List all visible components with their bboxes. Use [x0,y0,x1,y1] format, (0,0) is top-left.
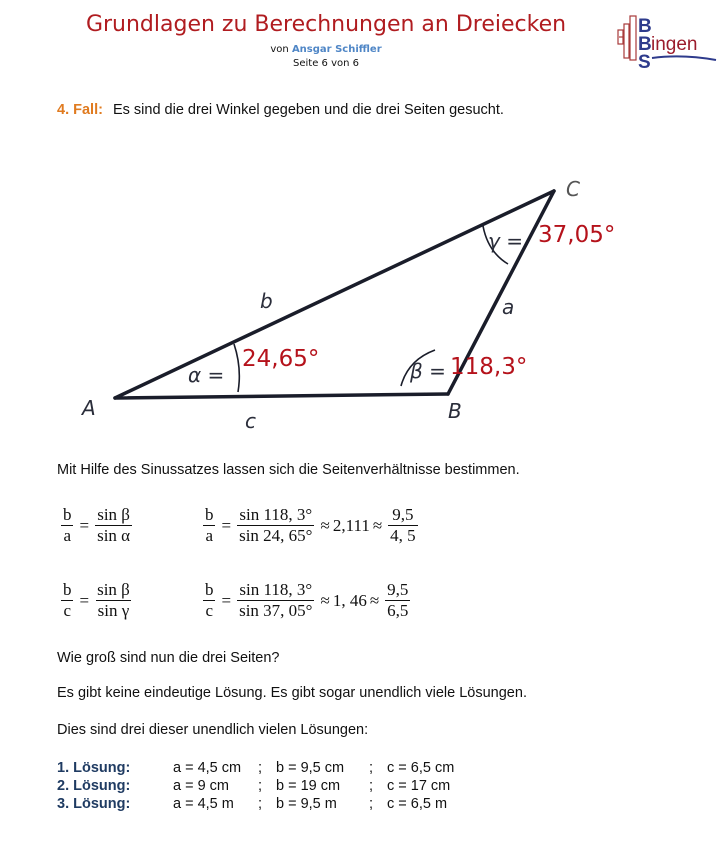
denominator: c [205,601,214,620]
denominator: c [63,601,72,620]
solution-b: b = 9,5 cm [276,760,345,776]
solution-c: c = 17 cm [387,778,451,794]
beta-symbol: β = [410,359,446,383]
beta-value: 118,3° [450,354,528,380]
solution-a: a = 9 cm [173,778,230,794]
separator: ; [369,796,374,812]
fraction [61,505,74,546]
document-title: Grundlagen zu Berechnungen an Dreiecken [85,12,567,37]
fraction [385,580,410,621]
question-text: Wie groß sind nun die drei Seiten? [57,650,280,666]
separator: ; [258,796,263,812]
solution-row [57,759,454,777]
logo-letter-b2: B [638,34,652,55]
case-text: Es sind die drei Winkel gegeben und die drei Seiten gesucht. [112,102,504,118]
numerator: 9,5 [392,505,414,524]
logo-letter-b1: B [638,16,652,37]
vertex-c-label: C [566,177,580,201]
solution-c: c = 6,5 m [387,796,448,812]
fraction [95,580,132,621]
equals-sign: = [221,590,232,610]
numerator: b [205,505,214,524]
formula-calc-ba [200,505,421,546]
alpha-symbol: α = [188,363,225,387]
approx-sign: ≈ [369,590,380,610]
formula-calc-bc [200,580,413,621]
solution-label: 3. Lösung: [57,796,131,812]
side-c-line [115,394,448,398]
numerator: sin 118, 3° [239,580,313,599]
page-info: Seite 6 von 6 [293,58,359,69]
solutions-list [57,759,454,813]
denominator: a [63,526,72,545]
numerator: sin β [97,505,130,524]
fraction [203,505,216,546]
logo-bingen-word: ingen [651,34,698,55]
numerator: b [63,505,72,524]
side-b-label: b [260,289,273,313]
gamma-symbol: γ = [488,229,523,253]
denominator: sin 24, 65° [239,526,313,545]
case-heading [57,102,504,118]
fraction [203,580,216,621]
approx-sign: ≈ [320,515,330,535]
author-name: Ansgar Schiffler [291,44,382,55]
numerator: sin β [97,580,130,599]
separator: ; [258,778,263,794]
solutions-intro: Dies sind drei dieser unendlich vielen Lösungen: [57,722,369,738]
solution-a: a = 4,5 m [173,796,234,812]
solution-label: 1. Lösung: [57,760,131,776]
solution-b: b = 19 cm [276,778,341,794]
equals-sign: = [79,590,90,610]
logo-letter-s: S [638,52,651,70]
ratio-value: 1, 46 [332,590,367,610]
denominator: 6,5 [387,601,409,620]
denominator: 4, 5 [390,526,416,545]
solution-row [57,777,454,795]
fraction [61,580,74,621]
logo-swoosh [652,56,716,60]
triangle-sketch [70,160,650,440]
equals-sign: = [79,515,90,535]
formula-ratio-bc [58,580,135,621]
sinussatz-intro: Mit Hilfe des Sinussatzes lassen sich die Seitenverhältnisse bestimmen. [57,462,520,478]
denominator: sin γ [97,601,130,620]
byline [0,44,652,55]
approx-sign: ≈ [320,590,330,610]
alpha-value: 24,65° [242,346,320,372]
case-label: 4. Fall: [57,102,103,118]
separator: ; [369,778,374,794]
approx-sign: ≈ [372,515,383,535]
separator: ; [369,760,374,776]
equals-sign: = [221,515,232,535]
solution-b: b = 9,5 m [276,796,337,812]
numerator: b [205,580,214,599]
denominator: a [205,526,214,545]
bbs-bingen-logo [612,10,722,70]
denominator: sin 37, 05° [239,601,313,620]
gamma-value: 37,05° [538,222,616,248]
side-c-label: c [245,409,256,433]
solution-c: c = 6,5 cm [387,760,455,776]
answer-text: Es gibt keine eindeutige Lösung. Es gibt sogar unendlich viele Lösungen. [57,685,527,701]
numerator: sin 118, 3° [239,505,313,524]
fraction [388,505,418,546]
denominator: sin α [97,526,131,545]
fraction [237,505,314,546]
fraction [237,580,314,621]
side-a-label: a [502,295,515,319]
solution-label: 2. Lösung: [57,778,131,794]
alpha-arc [234,344,239,392]
fraction [95,505,132,546]
formula-ratio-ba [58,505,135,546]
solution-a: a = 4,5 cm [173,760,242,776]
vertex-a-label: A [82,396,96,420]
building-icon [618,16,636,60]
solution-row [57,795,454,813]
ratio-value: 2,111 [332,515,370,535]
by-prefix: von [270,44,289,55]
vertex-b-label: B [448,399,462,423]
separator: ; [258,760,263,776]
numerator: 9,5 [387,580,409,599]
numerator: b [63,580,72,599]
